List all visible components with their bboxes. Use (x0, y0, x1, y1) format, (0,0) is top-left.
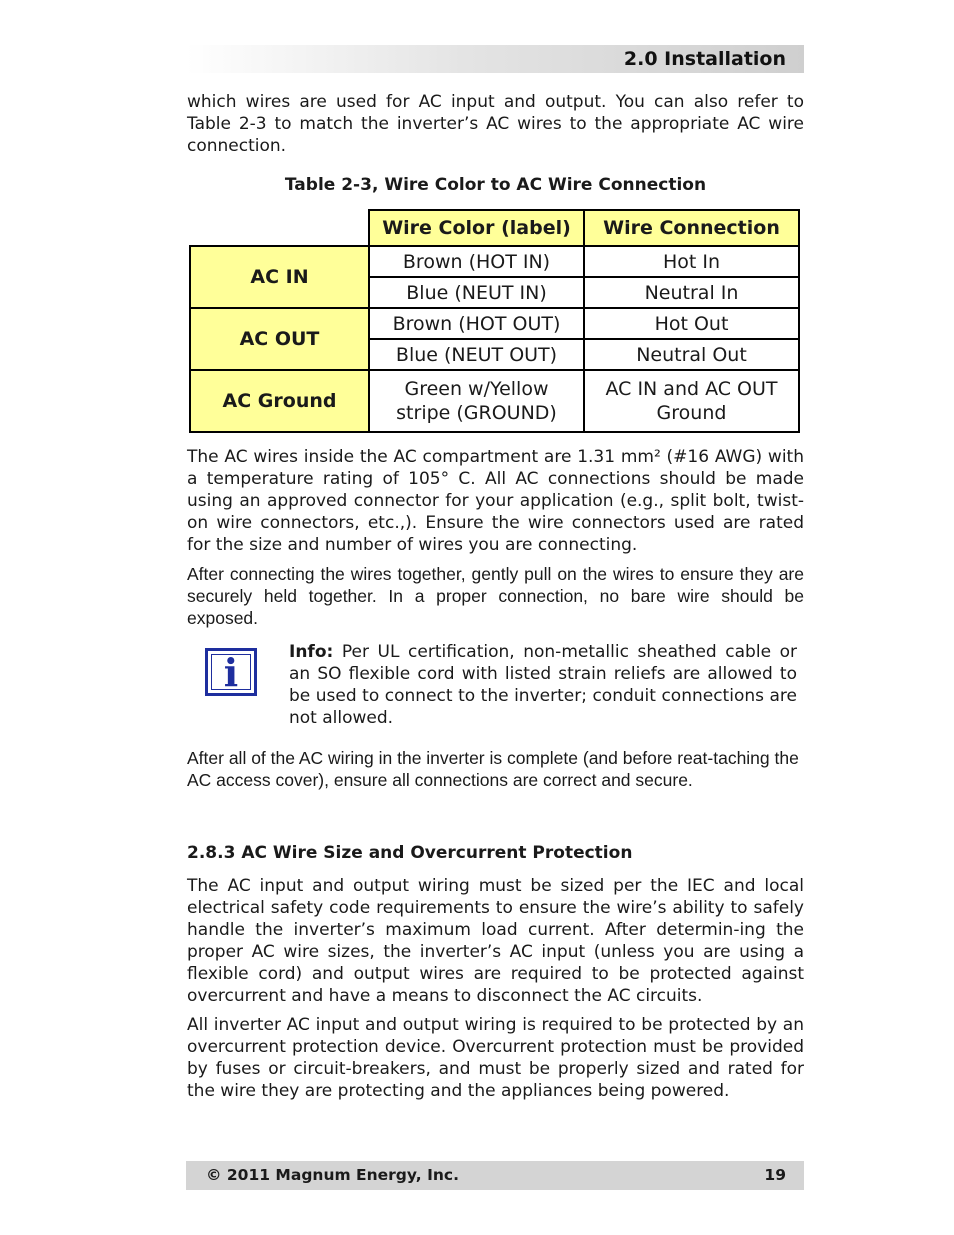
header-wire-color: Wire Color (label) (369, 210, 584, 246)
wire-color-cell: Blue (NEUT IN) (369, 277, 584, 308)
wire-color-cell: Brown (HOT OUT) (369, 308, 584, 339)
intro-paragraph: which wires are used for AC input and output. You can also refer to Table 2-3 to match the inverter’s AC wires to the appropriate AC wire connection. (187, 92, 804, 156)
wire-color-cell: Brown (HOT IN) (369, 246, 584, 277)
header-wire-connection: Wire Connection (584, 210, 799, 246)
section-title: 2.0 Installation (623, 48, 786, 70)
copyright: © 2011 Magnum Energy, Inc. (206, 1166, 459, 1184)
group-ac-ground: AC Ground (190, 370, 369, 432)
connection-check-paragraph: After connecting the wires together, gently pull on the wires to ensure they are securely held together. In a proper connection, no bare wire should be exposed. (187, 564, 804, 628)
wire-connection-cell: Neutral Out (584, 339, 799, 370)
info-icon: i (205, 648, 257, 696)
group-ac-in: AC IN (190, 246, 369, 308)
wire-size-paragraph: The AC input and output wiring must be sized per the IEC and local electrical safety code requirements to ensure the wire’s ability to safely handle the inverter’s maximum load current. After determin-ing the proper AC wire sizes, the inverter’s AC input (unless you are using a flexible cord) and output wires are required to be protected against overcurrent and have a means to disconnect the AC circuits. (187, 876, 804, 1006)
table-corner-blank (190, 210, 369, 246)
after-wiring-paragraph: After all of the AC wiring in the inverter is complete (and before reat-taching the AC access cover), ensure all connections are correct and secure. (187, 748, 799, 790)
wire-rating-paragraph: The AC wires inside the AC compartment are 1.31 mm² (#16 AWG) with a temperature rating of 105° C. All AC connections should be made using an approved connector for your application (e.g., split bolt, twist-on wire connectors, etc.,). Ensure the wire connectors used are rated for the size and number of wires you are connecting. (187, 447, 804, 555)
info-body: Per UL certification, non-metallic sheathed cable or an SO flexible cord with listed strain reliefs are allowed to be used to connect to the inverter; conduit connections are not allowed. (289, 642, 797, 728)
wire-color-cell: Blue (NEUT OUT) (369, 339, 584, 370)
footer-bar (186, 1161, 804, 1190)
info-note (289, 641, 797, 729)
page-number: 19 (764, 1166, 786, 1184)
overcurrent-paragraph: All inverter AC input and output wiring is required to be protected by an overcurrent protection device. Overcurrent protection must be provided by fuses or circuit-breakers, and must be properly sized and rated for the wire they are protecting and the appliances being powered. (187, 1015, 804, 1101)
wire-color-table (189, 209, 800, 433)
table-caption: Table 2-3, Wire Color to AC Wire Connection (284, 175, 707, 195)
header-bar (186, 45, 804, 73)
wire-connection-cell: AC IN and AC OUT Ground (584, 370, 799, 432)
wire-color-cell: Green w/Yellow stripe (GROUND) (369, 370, 584, 432)
group-ac-out: AC OUT (190, 308, 369, 370)
wire-connection-cell: Hot In (584, 246, 799, 277)
section-heading: 2.8.3 AC Wire Size and Overcurrent Protection (187, 843, 633, 863)
wire-connection-cell: Neutral In (584, 277, 799, 308)
wire-connection-cell: Hot Out (584, 308, 799, 339)
info-label: Info: (289, 642, 334, 662)
